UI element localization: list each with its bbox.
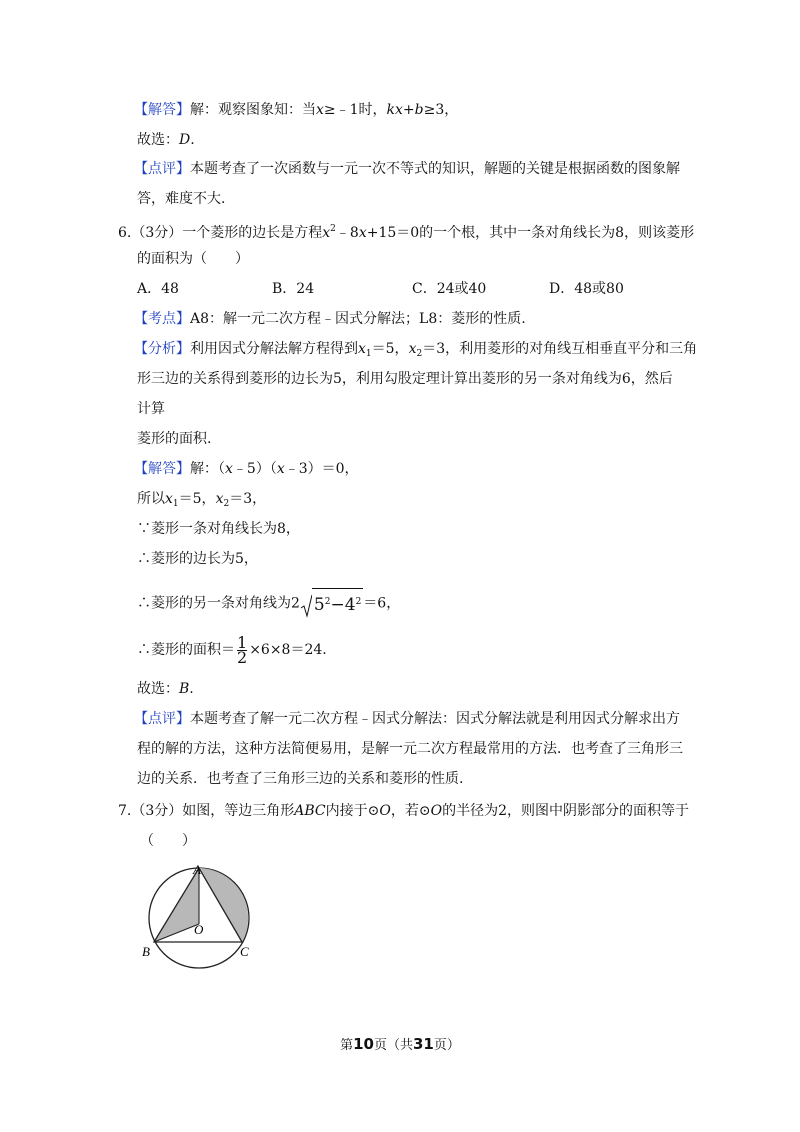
page-number: 10 — [353, 1035, 374, 1053]
radical-sign-icon — [300, 594, 312, 618]
point-tag: 【考点】 — [134, 311, 190, 327]
q6-analysis-line2: 形三边的关系得到菱形的边长为5，利用勾股定理计算出菱形的另一条对角线为6，然后 — [137, 371, 673, 387]
q6-solution-line1: 【解答】解：（x﹣5）（x﹣3）＝0， — [134, 461, 359, 477]
q7-stem-line1: 7.（3分）如图，等边三角形ABC内接于⊙O，若⊙O的半径为2，则图中阴影部分的面积等于 — [118, 803, 689, 819]
q6-solution-line3: ∵菱形一条对角线长为8， — [137, 521, 300, 537]
q6-review-line1: 【点评】本题考查了解一元二次方程﹣因式分解法：因式分解法就是利用因式分解求出方 — [134, 711, 680, 727]
shaded-segment-ac — [199, 868, 248, 942]
answer-tag: 【解答】 — [134, 461, 190, 477]
q7-figure — [138, 862, 266, 976]
q6-option-b: B．24 — [272, 281, 315, 297]
q6-stem-line1: 6.（3分）一个菱形的边长是方程$x^2﹣8x+15=0$的一个根，其中一条对角线长为8，则该菱形 — [118, 224, 695, 241]
label-a: A — [193, 862, 201, 877]
q6-review-line2: 程的解的方法，这种方法简便易用，是解一元二次方程最常用的方法．也考查了三角形三 — [137, 741, 683, 757]
q6-option-a: A．48 — [137, 281, 179, 297]
review-tag: 【点评】 — [134, 161, 190, 177]
q6-solution-line2: 所以$x_1=5$，$x_2=3$， — [137, 491, 267, 509]
q5-choose-line: 故选：D. — [137, 132, 195, 148]
q6-option-d: D．48或80 — [549, 281, 624, 297]
q6-solution-line5: ∴菱形的另一条对角线为2 $5^2-4^2 =6$， — [137, 588, 400, 619]
fraction: $\frac{1}{2}$ — [237, 632, 248, 667]
q7-stem-line2: （ ） — [140, 833, 196, 849]
analysis-tag: 【分析】 — [134, 341, 190, 357]
q6-solution-line4: ∴菱形的边长为5， — [137, 551, 258, 567]
review-tag: 【点评】 — [134, 711, 190, 727]
q6-analysis-line1: 【分析】利用因式分解法解方程得到$x_1=5$，$x_2=3$，利用菱形的对角线互相垂直平分和三角 — [134, 341, 698, 359]
page-total: 31 — [413, 1035, 434, 1053]
label-b: B — [142, 944, 150, 959]
q5-review-line1: 【点评】本题考查了一次函数与一元一次不等式的知识，解题的关键是根据函数的图象解 — [134, 161, 680, 177]
answer-tag: 【解答】 — [134, 102, 190, 118]
q6-option-c: C．24或40 — [412, 281, 487, 297]
sqrt-expression: $5^2-4^2$ — [300, 588, 363, 619]
circle-triangle-diagram — [138, 862, 266, 972]
q5-answer-line: 【解答】解：观察图象知：当x≥﹣1时，kx+b≥3， — [134, 102, 459, 118]
page-footer: 第10页（共31页） — [340, 1035, 460, 1053]
label-o: O — [194, 922, 204, 937]
q6-point-line: 【考点】A8：解一元二次方程﹣因式分解法；L8：菱形的性质. — [134, 311, 526, 327]
q6-analysis-line4: 菱形的面积. — [137, 431, 212, 447]
q6-solution-line6: ∴菱形的面积＝ $\frac{1}{2}$ ×6×8＝24. — [137, 632, 327, 667]
q6-review-line3: 边的关系．也考查了三角形三边的关系和菱形的性质. — [137, 771, 464, 787]
q5-review-line2: 答，难度不大. — [137, 191, 226, 207]
q6-analysis-line3: 计算 — [137, 401, 165, 417]
q6-choose-line: 故选：B. — [137, 681, 194, 697]
q6-stem-line2: 的面积为（ ） — [137, 251, 249, 267]
label-c: C — [240, 944, 249, 959]
